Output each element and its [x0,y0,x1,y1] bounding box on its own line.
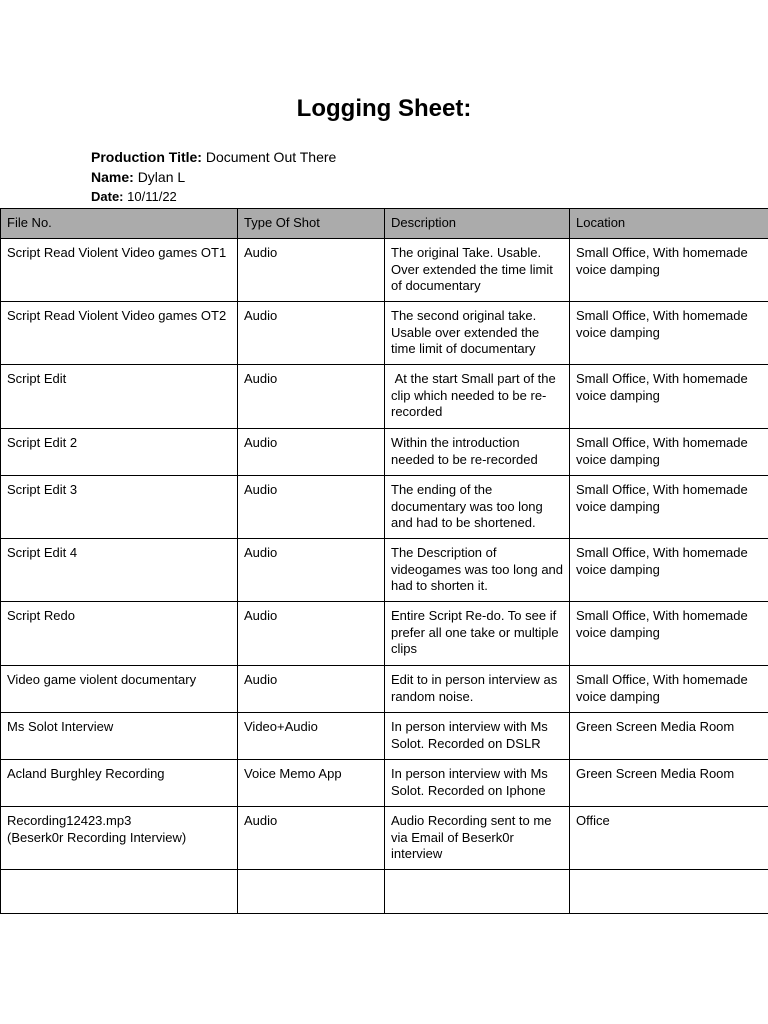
cell-location: Small Office, With homemade voice damping [570,365,768,429]
cell-description: The original Take. Usable. Over extended the time limit of documentary [385,239,570,302]
cell-type-of-shot: Audio [238,429,385,476]
name-row [91,167,336,187]
cell-description: In person interview with Ms Solot. Recorded on Iphone [385,760,570,807]
cell-type-of-shot: Voice Memo App [238,760,385,807]
cell-location: Office [570,807,768,870]
header-location: Location [570,209,768,239]
cell-file-no: Video game violent documentary [1,666,238,713]
cell-location: Small Office, With homemade voice damping [570,666,768,713]
table-row [1,666,768,713]
header-file-no: File No. [1,209,238,239]
table-row-empty [1,870,768,914]
cell-file-no [1,870,238,914]
cell-location: Green Screen Media Room [570,713,768,760]
cell-file-no: Script Edit 2 [1,429,238,476]
name-value: Dylan L [137,169,186,185]
cell-type-of-shot: Audio [238,539,385,602]
cell-description: Within the introduction needed to be re-recorded [385,429,570,476]
cell-file-no: Script Read Violent Video games OT1 [1,239,238,302]
table-row [1,713,768,760]
cell-description: Audio Recording sent to me via Email of Beserk0r interview [385,807,570,870]
cell-description: The second original take. Usable over extended the time limit of documentary [385,302,570,365]
cell-location: Small Office, With homemade voice damping [570,239,768,302]
cell-location: Small Office, With homemade voice damping [570,476,768,539]
cell-type-of-shot [238,870,385,914]
cell-file-no: Script Edit [1,365,238,429]
name-label: Name: [91,169,134,185]
cell-description: The Description of videogames was too long and had to shorten it. [385,539,570,602]
production-title-row [91,147,336,167]
cell-type-of-shot: Audio [238,666,385,713]
date-value: 10/11/22 [127,189,177,204]
table-row [1,302,768,365]
cell-type-of-shot: Audio [238,602,385,666]
cell-description: Edit to in person interview as random noise. [385,666,570,713]
production-title-label: Production Title: [91,149,202,165]
cell-location: Small Office, With homemade voice damping [570,302,768,365]
cell-type-of-shot: Audio [238,302,385,365]
table-row [1,239,768,302]
cell-file-no: Script Edit 3 [1,476,238,539]
date-row [91,187,336,207]
cell-type-of-shot: Audio [238,476,385,539]
cell-type-of-shot: Audio [238,807,385,870]
cell-description: The ending of the documentary was too long and had to be shortened. [385,476,570,539]
cell-location: Small Office, With homemade voice damping [570,539,768,602]
cell-type-of-shot: Audio [238,239,385,302]
table-row [1,539,768,602]
table-row [1,602,768,666]
table-row [1,476,768,539]
cell-file-no: Script Read Violent Video games OT2 [1,302,238,365]
cell-file-no: Script Redo [1,602,238,666]
cell-location: Small Office, With homemade voice damping [570,429,768,476]
table-row [1,365,768,429]
cell-file-no: Acland Burghley Recording [1,760,238,807]
cell-description [385,870,570,914]
cell-type-of-shot: Audio [238,365,385,429]
table-row [1,807,768,870]
cell-location [570,870,768,914]
logging-table [0,208,768,914]
cell-type-of-shot: Video+Audio [238,713,385,760]
cell-description: In person interview with Ms Solot. Recorded on DSLR [385,713,570,760]
cell-location: Small Office, With homemade voice damping [570,602,768,666]
document-title: Logging Sheet: [296,95,472,122]
production-info [91,147,336,207]
table-row [1,760,768,807]
header-type-of-shot: Type Of Shot [238,209,385,239]
production-title-value: Document Out There [205,149,337,165]
cell-file-no: Ms Solot Interview [1,713,238,760]
cell-location: Green Screen Media Room [570,760,768,807]
table-row [1,429,768,476]
cell-file-no: Recording12423.mp3 (Beserk0r Recording Interview) [1,807,238,870]
table-header-row [1,209,768,239]
cell-description: Entire Script Re-do. To see if prefer all one take or multiple clips [385,602,570,666]
date-label: Date: [91,189,124,204]
header-description: Description [385,209,570,239]
cell-description: At the start Small part of the clip which needed to be re-recorded [385,365,570,429]
cell-file-no: Script Edit 4 [1,539,238,602]
